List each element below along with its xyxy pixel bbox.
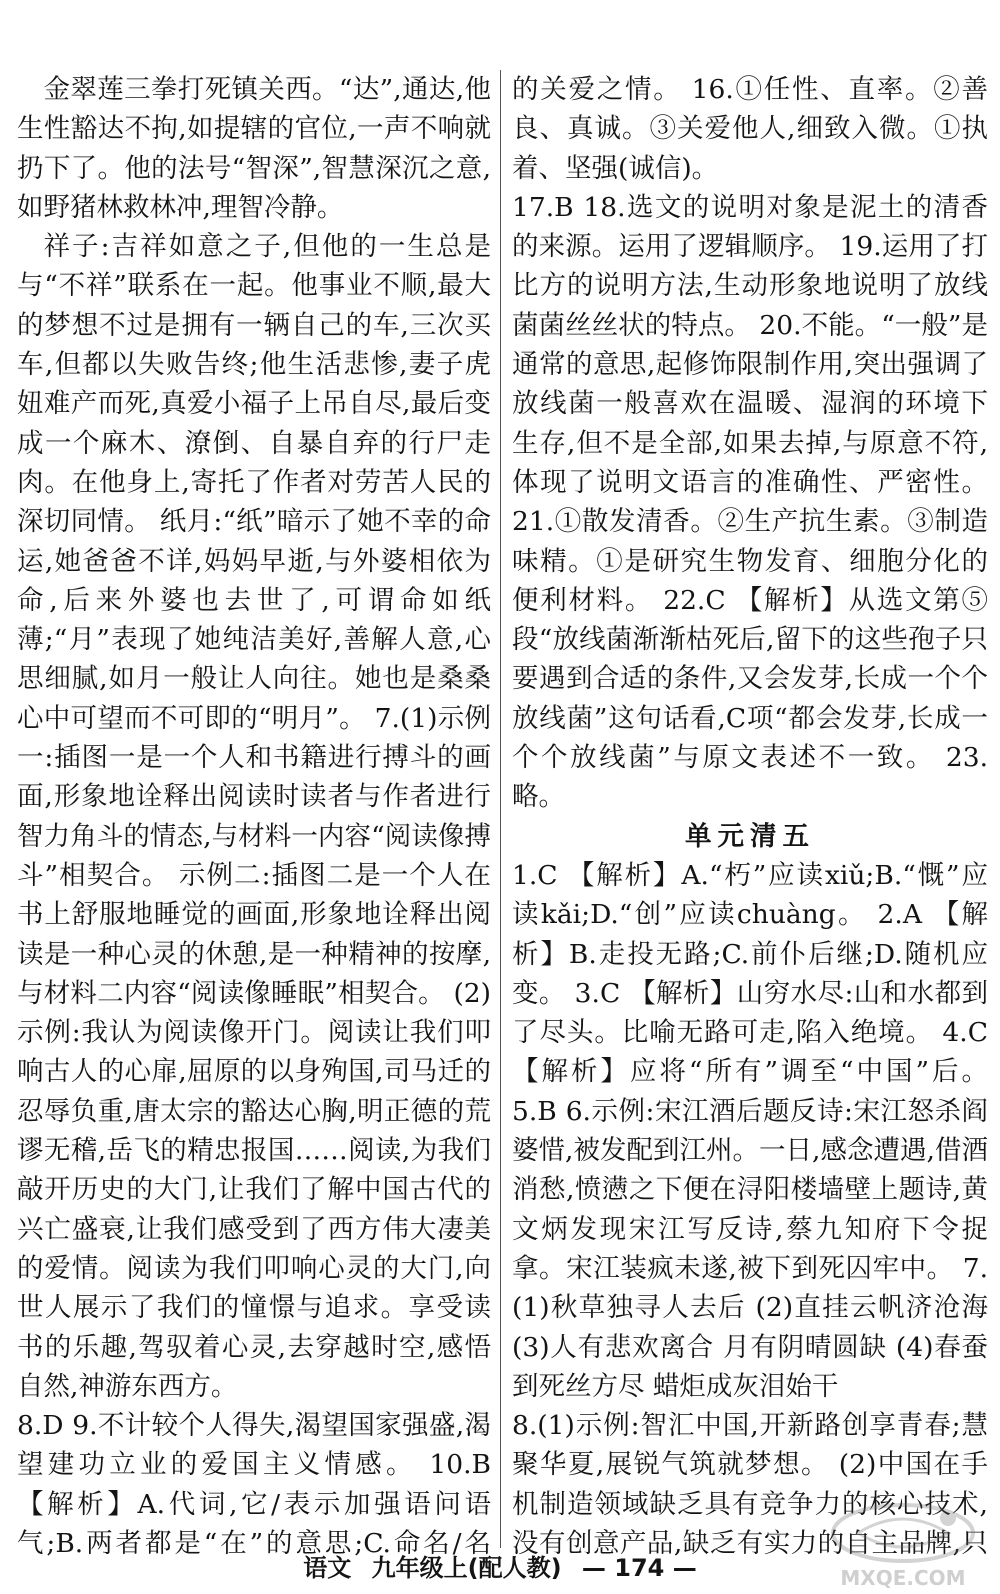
watermark-logo-icon [828, 1500, 978, 1566]
footer-page-number: — 174 — [581, 1554, 697, 1582]
left-paragraph: 8.D 9.不计较个人得失,渴望国家强盛,渴望建功立业的爱国主义情感。 10.B 【解析】A.代词,它/表示加强语问语气;B.两者都是“在”的意思;C.命名/名 [17, 1410, 491, 1558]
watermark-logo [828, 1500, 978, 1590]
right-paragraph: 的关爱之情。 16.①任性、直率。②善良、真诚。③关爱他人,细致入微。①执着、坚强(诚信)。 [512, 74, 988, 184]
section-heading: 单元清五 [685, 820, 815, 852]
left-column [17, 70, 491, 1558]
watermark-domain: MXQE.COM [840, 1566, 966, 1590]
column-divider [500, 70, 501, 1548]
right-paragraph: 17.B 18.选文的说明对象是泥土的清香的来源。运用了逻辑顺序。 19.运用了打比方的说明方法,生动形象地说明了放线菌菌丝丝状的特点。 20.不能。“一般”是通常的意思,起修饰限制作用,突出强调了放线菌一般喜欢在温暖、湿润的环境下生存,但不是全部,如果去掉,与原意不符,体现了说明文语言的准确性、严密性。 21.①散发清香。②生产抗生素。③制造味精。①是研究生物发育、细胞分化的便利材料。 22.C 【解析】从选文第⑤段“放线菌渐渐枯死后,留下的这些孢子只要遇到合适的条件,又会发芽,长成一个个放线菌”这句话看,C项“都会发芽,长成一个个放线菌”与原文表述不一致。 23.略。 [512, 191, 988, 813]
footer-subject: 语文 [303, 1554, 352, 1582]
left-paragraph: 祥子:吉祥如意之子,但他的一生总是与“不祥”联系在一起。他事业不顺,最大的梦想不过是拥有一辆自己的车,三次买车,但都以失败告终;他生活悲惨,妻子虎妞难产而死,真爱小福子上吊自尽,最后变成一个麻木、潦倒、自暴自弃的行尸走肉。在他身上,寄托了作者对劳苦人民的深切同情。 纸月:“纸”暗示了她不幸的命运,她爸爸不详,妈妈早逝,与外婆相依为命,后来外婆也去世了,可谓命如纸薄;“月”表现了她纯洁美好,善解人意,心思细腻,如月一般让人向往。她也是桑桑心中可望而不可即的“明月”。 7.(1)示例一:插图一是一个人和书籍进行搏斗的画面,形象地诠释出阅读时读者与作者进行智力角斗的情态,与材料一内容“阅读像搏斗”相契合。 示例二:插图二是一个人在书上舒服地睡觉的画面,形象地诠释出阅读是一种心灵的休憩,是一种精神的按摩,与材料二内容“阅读像睡眠”相契合。 (2)示例:我认为阅读像开门。阅读让我们叩响古人的心扉,屈原的以身殉国,司马迁的忍辱负重,唐太宗的豁达心胸,明正德的荒谬无稽,岳飞的精忠报国……阅读,为我们敲开历史的大门,让我们了解中国古代的兴亡盛衰,让我们感受到了西方伟大凄美的爱情。阅读为我们叩响心灵的大门,向世人展示了我们的憧憬与追求。享受读书的乐趣,驾驭着心灵,去穿越时空,感悟自然,神游东西方。 [17, 231, 491, 1402]
right-column [512, 70, 988, 1558]
footer-grade: 九年级上(配人教) [371, 1554, 562, 1582]
left-paragraph: 金翠莲三拳打死镇关西。“达”,通达,他生性豁达不拘,如提辖的官位,一声不响就扔下了。他的法号“智深”,智慧深沉之意,如野猪林救林冲,理智冷静。 [17, 74, 491, 223]
right-paragraph: 1.C 【解析】A.“朽”应读xiǔ;B.“慨”应读kǎi;D.“创”应读chuàng。 2.A 【解析】B.走投无路;C.前仆后继;D.随机应变。 3.C 【解析】山穷水尽:山和水都到了尽头。比喻无路可走,陷入绝境。 4.C 【解析】应将“所有”调至“中国”后。 5.B 6.示例:宋江酒后题反诗:宋江怒杀阎婆惜,被发配到江州。一日,感念遭遇,借酒消愁,愤懑之下便在浔阳楼墙壁上题诗,黄文炳发现宋江写反诗,蔡九知府下令捉拿。宋江装疯未遂,被下到死囚牢中。 7.(1)秋草独寻人去后 (2)直挂云帆济沧海 (3)人有悲欢离合 月有阴晴圆缺 (4)春蚕到死丝方尽 蜡炬成灰泪始干 [512, 859, 988, 1402]
right-paragraph: 8.(1)示例:智汇中国,开新路创享青春;慧聚华夏,展锐气筑就梦想。 (2)中国在手机制造领域缺乏具有竞争力的核心技术,没有创意产品,缺乏有实力的自主品牌,只 [512, 1410, 988, 1558]
